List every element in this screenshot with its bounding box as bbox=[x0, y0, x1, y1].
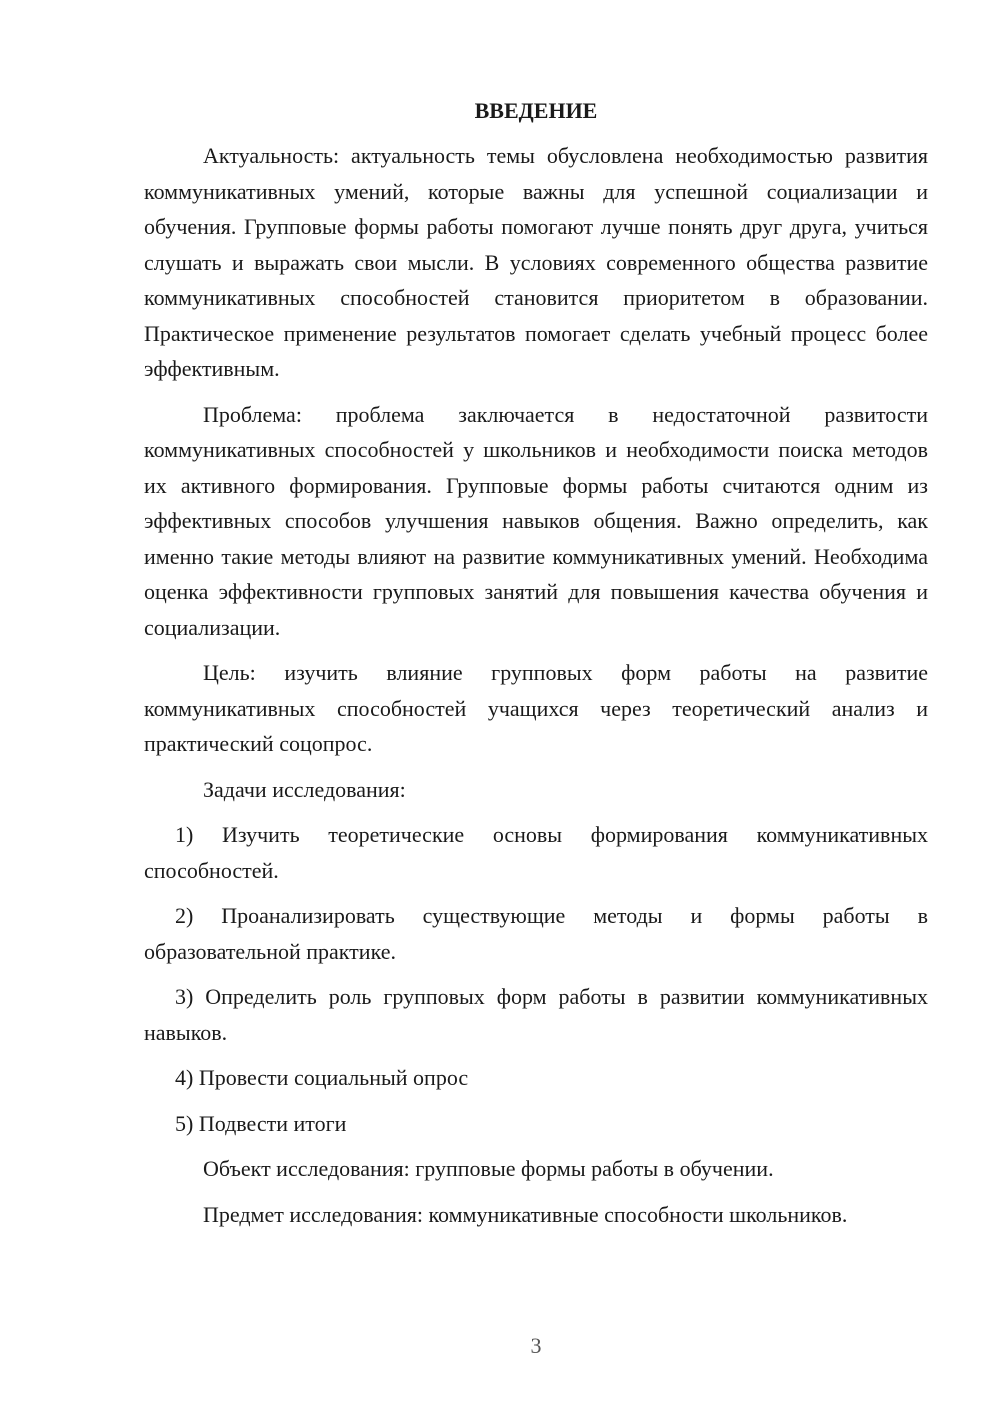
task-item: 4) Провести социальный опрос bbox=[175, 1065, 469, 1090]
relevance-paragraph: Актуальность: актуальность темы обусловлена необходимостью развития коммуникативных умений, которые важны для успешной социализации и обучения. Групповые формы работы помогают лучше понять друг друга, учиться слушать и выражать свои мысли. В условиях современного общества развитие коммуникативных способностей становится приоритетом в образовании. Практическое применение результатов помогает сделать учебный процесс более эффективным. bbox=[144, 143, 928, 381]
page-title: ВВЕДЕНИЕ bbox=[474, 98, 598, 123]
task-item: 5) Подвести итоги bbox=[175, 1110, 347, 1136]
goal-paragraph: Цель: изучить влияние групповых форм работы на развитие коммуникативных способностей учащихся через теоретический анализ и практический соцопрос. bbox=[144, 660, 928, 756]
task-item: 2) Проанализировать существующие методы и формы работы в образовательной практике. bbox=[144, 903, 928, 964]
subject-paragraph: Предмет исследования: коммуникативные способности школьников. bbox=[203, 1201, 848, 1227]
document-page bbox=[144, 96, 928, 1242]
page-number: 3 bbox=[530, 1333, 542, 1358]
task-item: 3) Определить роль групповых форм работы в развитии коммуникативных навыков. bbox=[144, 984, 928, 1045]
task-item: 1) Изучить теоретические основы формирования коммуникативных способностей. bbox=[144, 822, 928, 883]
problem-paragraph: Проблема: проблема заключается в недостаточной развитости коммуникативных способностей у школьников и необходимости поиска методов их активного формирования. Групповые формы работы считаются одним из эффективных способов улучшения навыков общения. Важно определить, как именно такие методы влияют на развитие коммуникативных умений. Необходима оценка эффективности групповых занятий для повышения качества обучения и социализации. bbox=[144, 401, 928, 640]
object-paragraph: Объект исследования: групповые формы работы в обучении. bbox=[203, 1156, 774, 1181]
tasks-heading: Задачи исследования: bbox=[203, 776, 406, 802]
